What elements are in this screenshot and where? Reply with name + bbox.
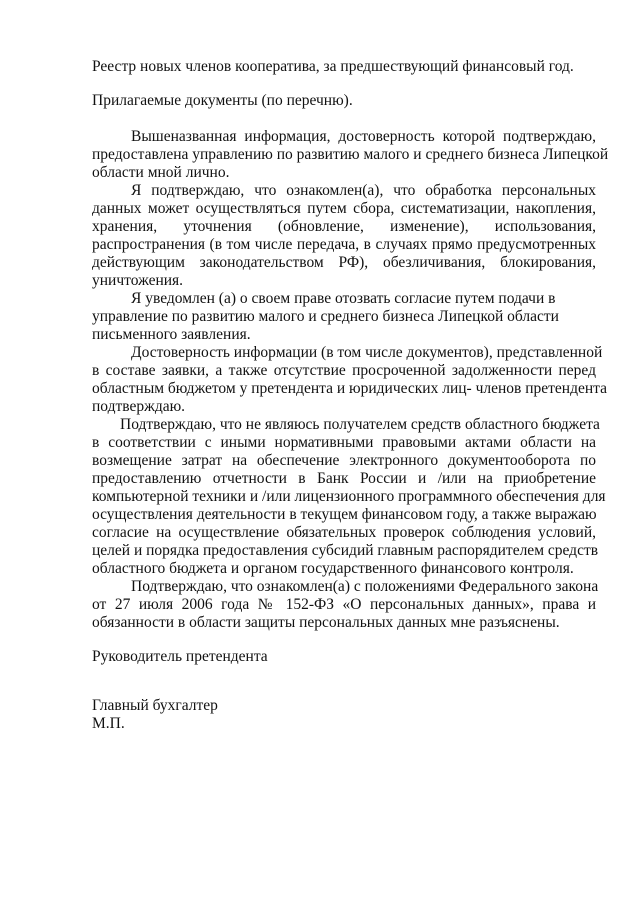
paragraph-3-line-2: управление по развитию малого и среднего бизнеса Липецкой области [92, 308, 559, 325]
paragraph-3-line-3: письменного заявления. [92, 326, 251, 343]
paragraph-5-line-4: предоставлению отчетности в Банк России и /или на приобретение [92, 470, 596, 487]
paragraph-2-line-3: хранения, уточнения (обновление, изменение), использования, [92, 218, 596, 235]
paragraph-6-line-3: обязанности в области защиты персональных данных мне разъяснены. [92, 614, 560, 631]
paragraph-6-line-1: Подтверждаю, что ознакомлен(а) с положениями Федерального закона [131, 578, 599, 595]
paragraph-2-line-2: данных может осуществляться путем сбора, систематизации, накопления, [92, 200, 596, 217]
paragraph-4-line-2: в составе заявки, а также отсутствие просроченной задолженности перед [92, 362, 596, 379]
paragraph-2-line-1: Я подтверждаю, что ознакомлен(а), что обработка персональных [131, 182, 596, 199]
paragraph-2-line-5: действующим законодательством РФ), обезличивания, блокирования, [92, 254, 596, 271]
paragraph-5-line-8: целей и порядка предоставления субсидий главным распорядителем средств [92, 542, 599, 559]
paragraph-6-line-2: от 27 июля 2006 года № 152-ФЗ «О персональных данных», права и [92, 596, 596, 613]
paragraph-5-line-7: согласие на осуществление обязательных проверок соблюдения условий, [92, 524, 596, 541]
paragraph-5-line-9: областного бюджета и органом государственного финансового контроля. [92, 560, 574, 577]
paragraph-1-line-3: области мной лично. [92, 164, 230, 181]
paragraph-4-line-1: Достоверность информации (в том числе документов), представленной [131, 344, 603, 361]
paragraph-5-line-5: компьютерной техники и /или лицензионного программного обеспечения для [92, 488, 606, 505]
paragraph-5-line-6: осуществления деятельности в текущем финансовом году, а также выражаю [92, 506, 597, 523]
signature-accountant-label: Главный бухгалтер [92, 697, 218, 714]
paragraph-4-line-3: областным бюджетом у претендента и юридических лиц- членов претендента [92, 380, 607, 397]
header-line-registry: Реестр новых членов кооператива, за предшествующий финансовый год. [92, 58, 574, 75]
paragraph-3-line-1: Я уведомлен (а) о своем праве отозвать согласие путем подачи в [131, 290, 556, 307]
paragraph-1-line-2: предоставлена управлению по развитию малого и среднего бизнеса Липецкой [92, 146, 609, 163]
paragraph-5-line-2: в соответствии с иными нормативными правовыми актами области на [92, 434, 596, 451]
paragraph-2-line-6: уничтожения. [92, 272, 184, 289]
paragraph-5-line-3: возмещение затрат на обеспечение электронного документооборота по [92, 452, 596, 469]
signature-stamp-label: М.П. [92, 715, 125, 732]
paragraph-4-line-4: подтверждаю. [92, 398, 186, 415]
header-line-attachments: Прилагаемые документы (по перечню). [92, 92, 353, 109]
paragraph-5-line-1: Подтверждаю, что не являюсь получателем средств областного бюджета [120, 416, 600, 433]
signature-head-label: Руководитель претендента [92, 648, 268, 665]
paragraph-1-line-1: Вышеназванная информация, достоверность которой подтверждаю, [131, 128, 596, 145]
paragraph-2-line-4: распространения (в том числе передача, в случаях прямо предусмотренных [92, 236, 596, 253]
